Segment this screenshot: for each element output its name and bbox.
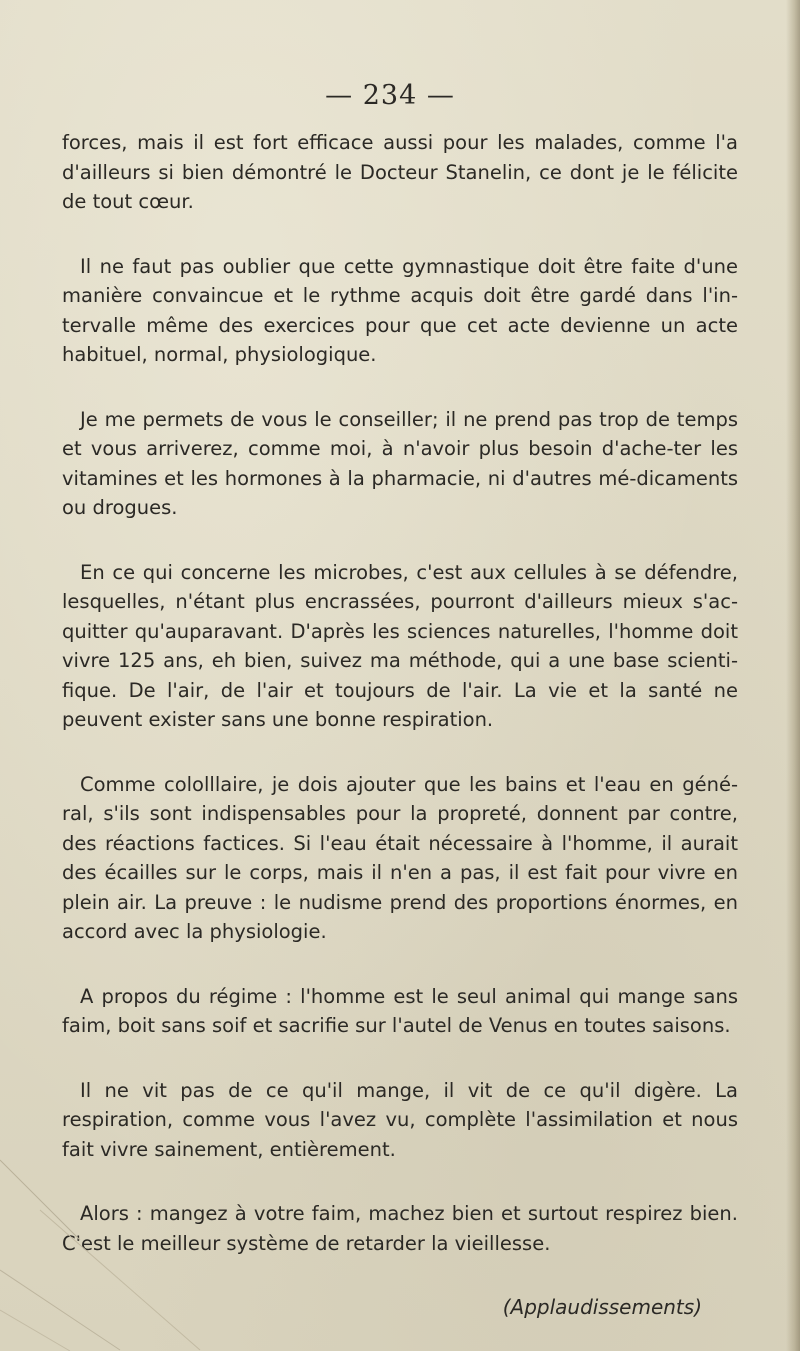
applause-note: (Applaudissements) (502, 1295, 702, 1319)
body-text (62, 128, 738, 1323)
paragraph-7: Il ne vit pas de ce qu'il mange, il vit de ce qu'il digère. La respiration, comme vous l'avez vu, complète l'assimilation et nous fait vivre sainement, entièrement. (62, 1078, 738, 1161)
paragraph-8: Alors : mangez à votre faim, machez bien et surtout respirez bien. C'est le meilleur système de retarder la vieillesse. (62, 1202, 738, 1255)
paragraph-6: A propos du régime : l'homme est le seul animal qui mange sans faim, boit sans soif et sacrifie sur l'autel de Venus en toutes saisons. (62, 984, 738, 1037)
paragraph-3: Je me permets de vous le conseiller; il ne prend pas trop de temps et vous arriverez, comme moi, à n'avoir plus besoin d'ache-ter les vitamines et les hormones à la pharmacie, ni d'autres mé-dicaments ou drogues. (62, 407, 738, 519)
page-number: — 234 — (325, 80, 455, 111)
paragraph-5: Comme cololllaire, je dois ajouter que les bains et l'eau en géné-ral, s'ils sont indispensables pour la propreté, donnent par contre, des réactions factices. Si l'eau était nécessaire à l'homme, il aurait des écailles sur le corps, mais il n'en a pas, il est fait pour vivre en plein air. La preuve : le nudisme prend des proportions énormes, en accord avec la physiologie. (62, 772, 738, 943)
paragraph-4: En ce qui concerne les microbes, c'est aux cellules à se défendre, lesquelles, n'étant plus encrassées, pourront d'ailleurs mieux s'ac-quitter qu'auparavant. D'après les sciences naturelles, l'homme doit vivre 125 ans, eh bien, suivez ma méthode, qui a une base scienti-fique. De l'air, de l'air et toujours de l'air. La vie et la santé ne peuvent exister sans une bonne respiration. (62, 560, 738, 731)
page-edge-shadow (786, 0, 800, 1351)
paragraph-1: forces, mais il est fort efficace aussi pour les malades, comme l'a d'ailleurs si bien démontré le Docteur Stanelin, ce dont je le félicite de tout cœur. (62, 131, 738, 213)
show-through-lines (0, 1150, 260, 1351)
paragraph-2: Il ne faut pas oublier que cette gymnastique doit être faite d'une manière convaincue et le rythme acquis doit être gardé dans l'in-tervalle même des exercices pour que cet acte devienne un acte habituel, normal, physiologique. (62, 254, 738, 366)
